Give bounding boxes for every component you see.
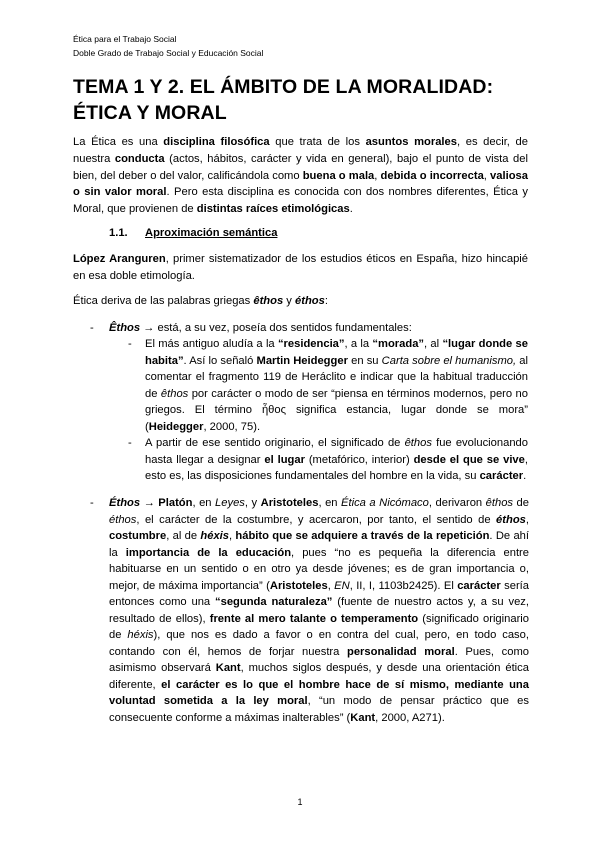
running-header-degree: Doble Grado de Trabajo Social y Educación Social bbox=[73, 48, 264, 58]
intro-paragraph: La Ética es una disciplina filosófica que trata de los asuntos morales, es decir, de nuestra conducta (actos, hábitos, carácter y vida en general), bajo el punto de vista del bien, del deber o del valor, calificándola como buena o mala, debida o incorrecta, valiosa o sin valor moral. Pero esta disciplina es conocida con dos nombres diferentes, Ética y Moral, que provienen de distintas raíces etimológicas. bbox=[73, 136, 529, 216]
bullet-dash-2: - bbox=[90, 497, 94, 509]
bullet-dash-1: - bbox=[90, 322, 94, 334]
etica-deriva-paragraph: Ética deriva de las palabras griegas êthos y éthos: bbox=[73, 295, 328, 307]
section-heading bbox=[109, 225, 277, 241]
title-line-2: ÉTICA Y MORAL bbox=[73, 102, 227, 124]
title-line-1: TEMA 1 Y 2. EL ÁMBITO DE LA MORALIDAD: bbox=[73, 76, 494, 98]
sub-bullet-evolucion: A partir de ese sentido originario, el significado de êthos fue evolucionando hasta llegar a designar el lugar (metafórico, interior) desde el que se vive, esto es, las disposiciones fundamentales del hombre en la vida, su carácter. bbox=[145, 437, 528, 482]
aranguren-paragraph: López Aranguren, primer sistematizador de los estudios éticos en España, hizo hincapié en esa doble etimología. bbox=[73, 253, 528, 282]
sub-bullet-dash-2: - bbox=[128, 437, 132, 449]
bullet-ethos-costumbre: Éthos → Platón, en Leyes, y Aristoteles, en Ética a Nicómaco, derivaron êthos de éthos, el carácter de la costumbre, y acercaron, por tanto, el sentido de éthos, costumbre, al de héxis, hábito que se adquiere a través de la repetición. De ahí la importancia de la educación, pues “no es pequeña la diferencia entre habituarse en un sentido o en otro ya desde jóvenes; es de gran importancia o, mejor, de máxima importancia” (Aristoteles, EN, II, I, 1103b2425). El carácter sería entonces como una “segunda naturaleza” (fuente de nuestro actos y, a su vez, resultado de ellos), frente al mero talante o temperamento (significado originario de héxis), que nos es dado a favor o en contra del cual, pero, en todo caso, contando con él, hemos de forjar nuestra personalidad moral. Pues, como asimismo observará Kant, muchos siglos después, y desde una orientación ética diferente, el carácter es lo que el hombre hace de sí mismo, mediante una voluntad sometida a la ley moral, “un modo de pensar práctico que es consecuente conforme a máximas inalterables” (Kant, 2000, A271). bbox=[109, 497, 530, 724]
running-header-course: Ética para el Trabajo Social bbox=[73, 34, 177, 44]
section-title: Aproximación semántica bbox=[145, 227, 278, 239]
sub-bullet-residencia: El más antiguo aludía a la “residencia”, a la “morada”, al “lugar donde se habita”. Así lo señaló Martin Heidegger en su Carta sobre el humanismo, al comentar el fragmento 119 de Heráclito e indicar que la habitual traducción de êthos por carácter o modo de ser “piensa en términos modernos, pero no griegos. El término ἦθος significa estancia, lugar donde se mora” (Heidegger, 2000, 75). bbox=[145, 338, 528, 433]
page-number: 1 bbox=[297, 797, 303, 807]
sub-bullet-dash-1: - bbox=[128, 338, 132, 350]
bullet-ethos: Êthos → está, a su vez, poseía dos sentidos fundamentales: bbox=[109, 322, 412, 334]
section-number: 1.1. bbox=[109, 227, 128, 239]
page-title bbox=[73, 74, 533, 126]
